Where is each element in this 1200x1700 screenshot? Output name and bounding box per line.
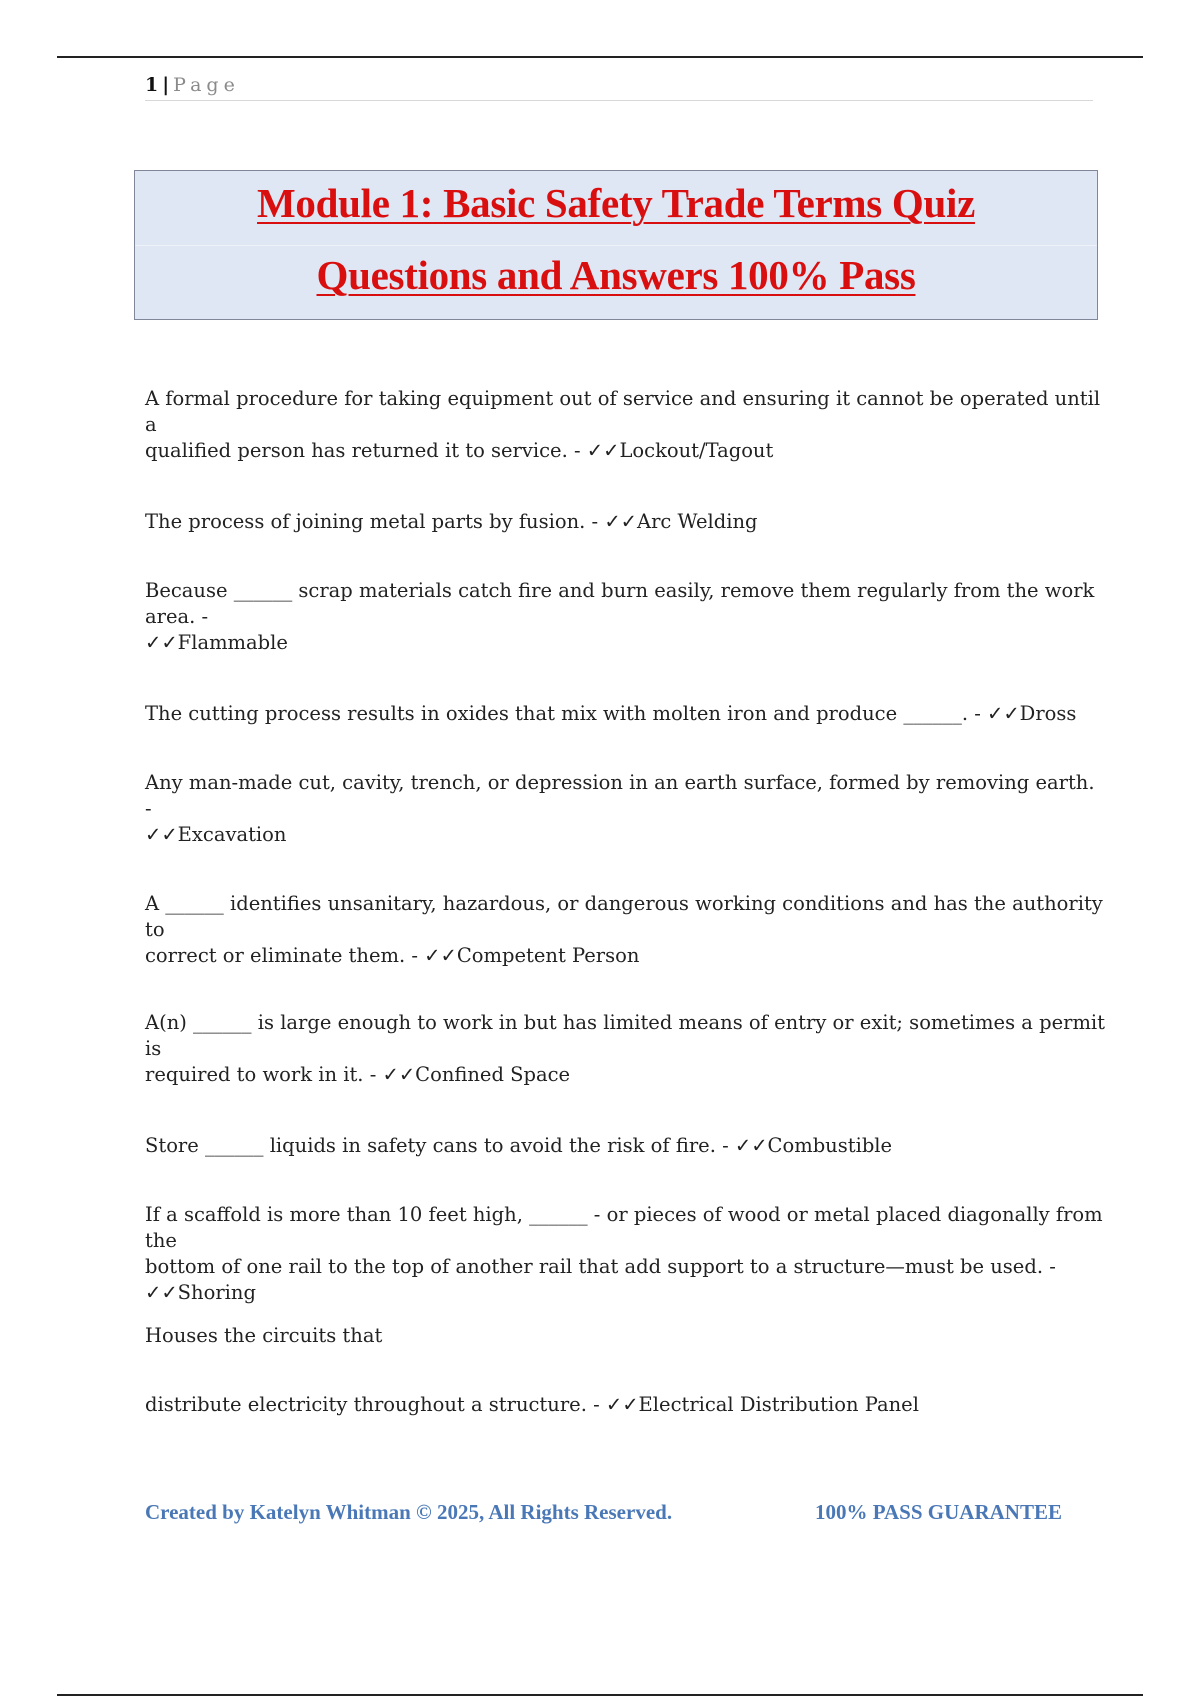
top-rule <box>57 56 1143 58</box>
qa-line: Any man-made cut, cavity, trench, or depression in an earth surface, formed by removing earth. - <box>145 771 1095 820</box>
page-number: 1 <box>145 74 159 96</box>
qa-line: If a scaffold is more than 10 feet high, ______ - or pieces of wood or metal placed diagonally from the <box>145 1203 1103 1252</box>
qa-line: Because ______ scrap materials catch fire and burn easily, remove them regularly from the work area. - <box>145 579 1095 628</box>
page-header <box>145 72 1093 101</box>
document-title-line-1: Module 1: Basic Safety Trade Terms Quiz <box>257 180 975 226</box>
qa-line: ✓✓Flammable <box>145 631 288 654</box>
qa-line: qualified person has returned it to service. - ✓✓Lockout/Tagout <box>145 439 774 462</box>
title-box <box>134 170 1098 320</box>
qa-line: Houses the circuits that <box>145 1324 383 1347</box>
qa-line: correct or eliminate them. - ✓✓Competent Person <box>145 944 640 967</box>
qa-line: A formal procedure for taking equipment out of service and ensuring it cannot be operated until a <box>145 387 1101 436</box>
footer-copyright: Created by Katelyn Whitman © 2025, All Rights Reserved. <box>145 1500 673 1524</box>
bottom-rule <box>57 1694 1143 1696</box>
qa-line: distribute electricity throughout a structure. - ✓✓Electrical Distribution Panel <box>145 1393 919 1416</box>
qa-line: Store ______ liquids in safety cans to avoid the risk of fire. - ✓✓Combustible <box>145 1134 893 1157</box>
footer-guarantee: 100% PASS GUARANTEE <box>815 1500 1062 1524</box>
qa-line: A(n) ______ is large enough to work in but has limited means of entry or exit; sometimes a permit is <box>145 1011 1106 1060</box>
qa-line: ✓✓Excavation <box>145 823 287 846</box>
page-label: Page <box>173 74 240 96</box>
document-title-line-2: Questions and Answers 100% Pass <box>316 252 916 298</box>
page-separator: | <box>162 74 170 96</box>
title-divider <box>135 245 1097 246</box>
qa-line: required to work in it. - ✓✓Confined Space <box>145 1063 571 1086</box>
qa-line: bottom of one rail to the top of another rail that add support to a structure—must be used. - ✓✓Shoring <box>145 1255 1056 1304</box>
qa-line: The process of joining metal parts by fusion. - ✓✓Arc Welding <box>145 510 758 533</box>
qa-line: A ______ identifies unsanitary, hazardous, or dangerous working conditions and has the authority to <box>145 892 1103 941</box>
qa-line: The cutting process results in oxides that mix with molten iron and produce ______. - ✓✓Dross <box>145 702 1077 725</box>
